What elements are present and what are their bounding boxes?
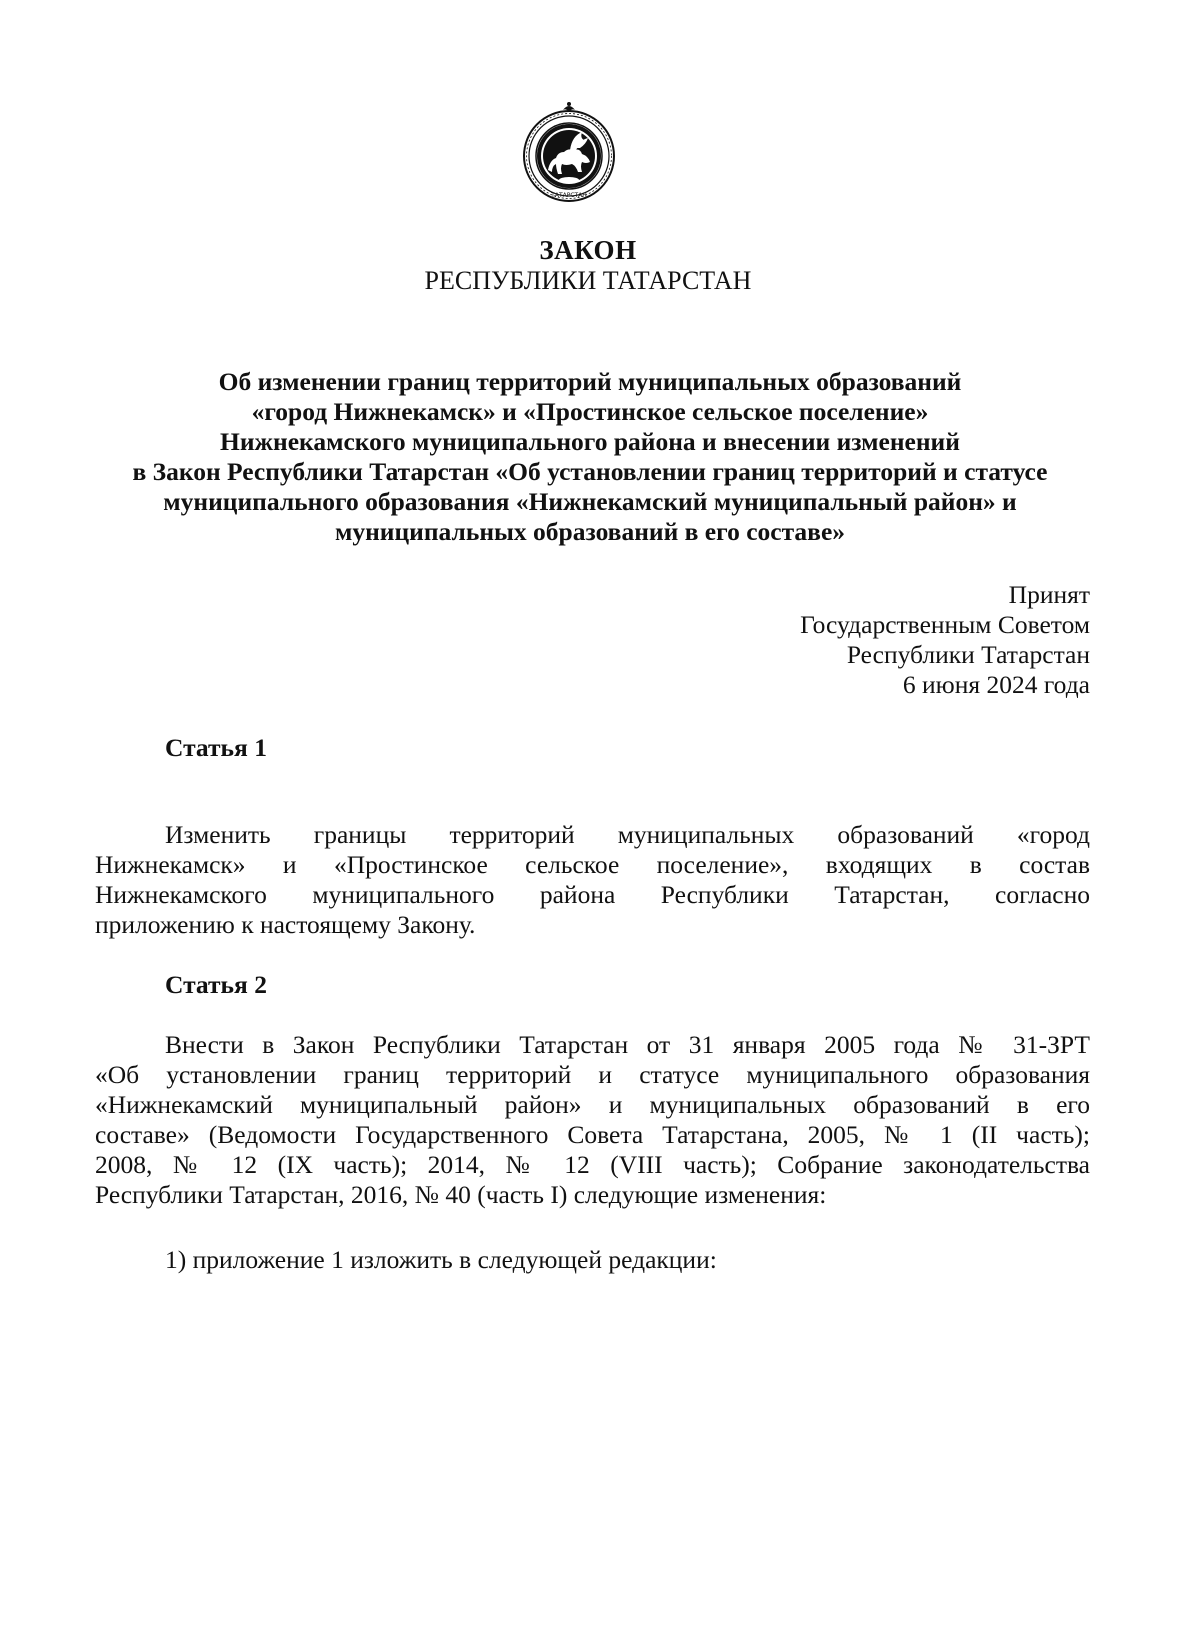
adoption-block <box>700 580 1090 700</box>
law-title: ЗАКОН <box>539 235 637 265</box>
adoption-line: Республики Татарстан <box>846 640 1090 669</box>
document-title <box>90 367 1090 547</box>
article-2-line: Республики Татарстан, 2016, № 40 (часть I) следующие изменения: <box>95 1180 827 1209</box>
article-1-line: приложению к настоящему Закону. <box>95 910 476 939</box>
document-title-line: «город Нижнекамск» и «Простинское сельское поселение» <box>251 397 929 426</box>
document-title-line: Об изменении границ территорий муниципальных образований <box>218 367 962 396</box>
law-subtitle: РЕСПУБЛИКИ ТАТАРСТАН <box>424 266 752 295</box>
article-1-line: Нижнекамского муниципального района Республики Татарстан, согласно <box>95 880 1090 909</box>
article-2-text <box>95 1030 1090 1210</box>
article-2-line: «Об установлении границ территорий и статусе муниципального образования <box>95 1060 1090 1089</box>
adoption-date: 6 июня 2024 года <box>902 670 1090 699</box>
document-title-line: в Закон Республики Татарстан «Об установлении границ территорий и статусе <box>132 457 1048 486</box>
adoption-line: Принят <box>1008 580 1090 609</box>
tatarstan-emblem <box>520 100 618 206</box>
article-1-title: Статья 1 <box>165 733 267 762</box>
document-title-line: муниципальных образований в его составе» <box>334 517 846 546</box>
emblem-lettering: ТАТАРСТАН <box>551 192 587 199</box>
article-2-line: «Нижнекамский муниципальный район» и муниципальных образований в его <box>95 1090 1090 1119</box>
article-2-line: составе» (Ведомости Государственного Совета Татарстана, 2005, № 1 (II часть); <box>95 1120 1090 1149</box>
article-2-line: Внести в Закон Республики Татарстан от 31 января 2005 года № 31-ЗРТ <box>165 1030 1090 1059</box>
article-2-title: Статья 2 <box>165 970 267 999</box>
article-1-line: Нижнекамск» и «Простинское сельское поселение», входящих в состав <box>95 850 1090 879</box>
article-1-text <box>95 820 1090 940</box>
adoption-line: Государственным Советом <box>800 610 1090 639</box>
article-2-item-1: 1) приложение 1 изложить в следующей редакции: <box>165 1245 717 1274</box>
document-title-line: Нижнекамского муниципального района и внесении изменений <box>220 427 960 456</box>
article-2-line: 2008, № 12 (IX часть); 2014, № 12 (VIII часть); Собрание законодательства <box>95 1150 1090 1179</box>
document-title-line: муниципального образования «Нижнекамский муниципальный район» и <box>163 487 1017 516</box>
article-1-line: Изменить границы территорий муниципальных образований «город <box>165 820 1090 849</box>
